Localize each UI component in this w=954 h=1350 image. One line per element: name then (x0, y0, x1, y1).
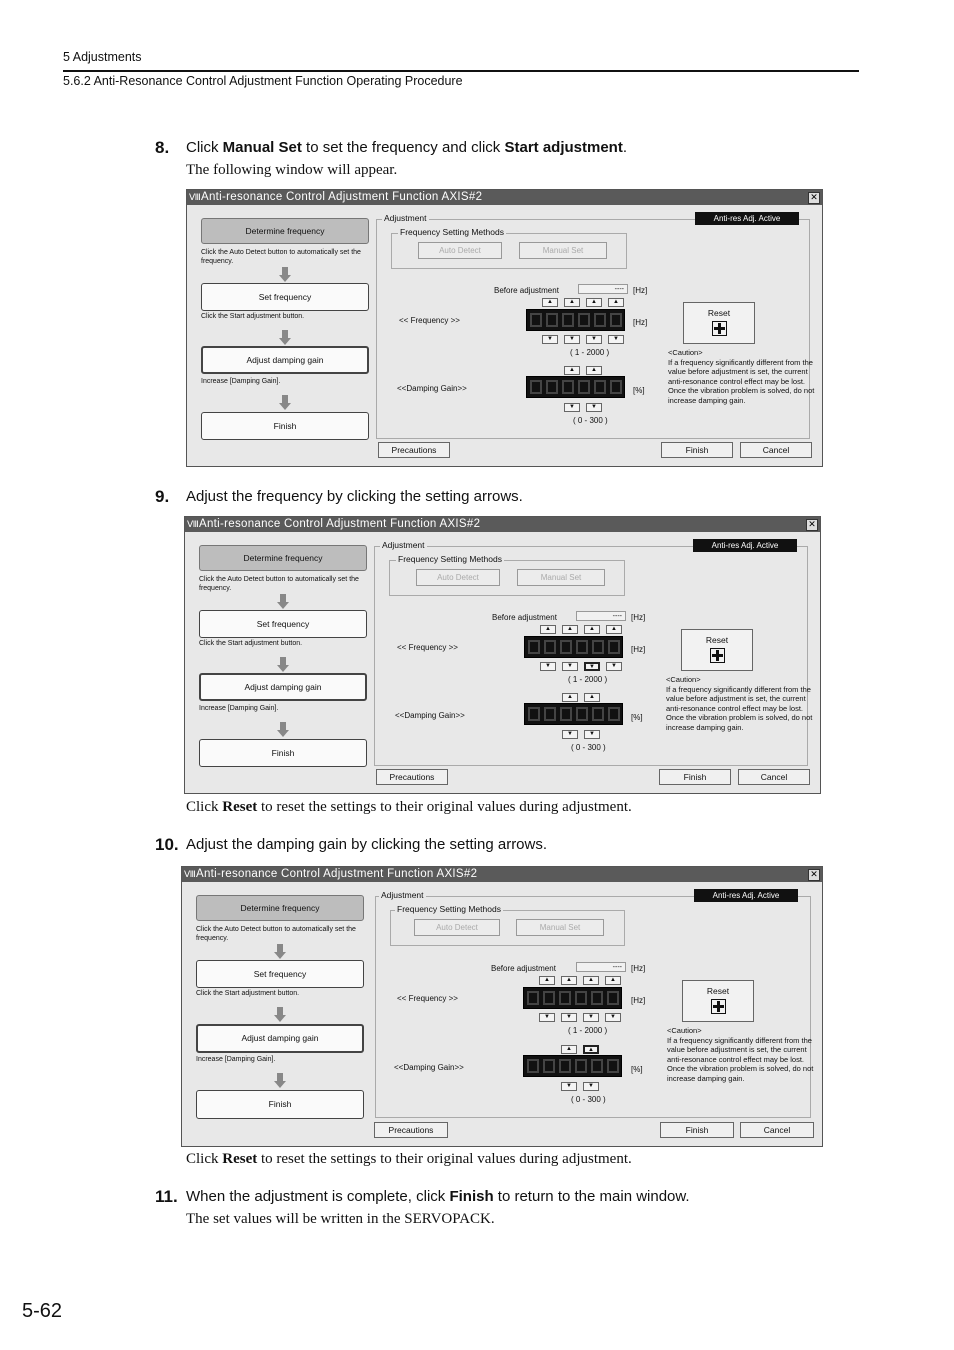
freq-up-arrow-4[interactable]: ▲ (605, 976, 621, 985)
finish-box: Finish (196, 1090, 364, 1119)
anti-res-active-badge: Anti-res Adj. Active (694, 889, 798, 902)
step-8-number: 8. (155, 138, 170, 157)
freq-down-arrow-1[interactable]: ▼ (540, 662, 556, 671)
damping-gain-label: <<Damping Gain>> (397, 384, 467, 393)
determine-frequency-note: Click the Auto Detect button to automatically set the frequency. (196, 926, 356, 942)
flow-arrow-down-icon (274, 944, 286, 959)
section-header: 5.6.2 Anti-Resonance Control Adjustment Function Operating Procedure (63, 74, 463, 88)
frequency-display (523, 987, 622, 1009)
freq-down-arrow-4[interactable]: ▼ (605, 1013, 621, 1022)
damping-gain-label: <<Damping Gain>> (394, 1063, 464, 1072)
gain-down-arrow-1[interactable]: ▼ (561, 1082, 577, 1091)
auto-detect-button[interactable]: Auto Detect (416, 569, 500, 586)
close-icon[interactable]: ✕ (808, 869, 820, 881)
reset-button[interactable] (681, 629, 753, 671)
freq-down-arrow-4[interactable]: ▼ (608, 335, 624, 344)
auto-detect-button[interactable]: Auto Detect (418, 242, 502, 259)
determine-frequency-note: Click the Auto Detect button to automatically set the frequency. (201, 249, 361, 265)
freq-up-arrow-3[interactable]: ▲ (584, 625, 600, 634)
plus-icon (710, 648, 725, 663)
dialog-screenshot-3 (181, 866, 823, 1147)
reset-label: Reset (706, 986, 730, 996)
adjust-damping-gain-box: Adjust damping gain (196, 1024, 364, 1053)
plus-icon (711, 999, 726, 1014)
chapter-header: 5 Adjustments (63, 50, 142, 64)
gain-up-arrow-1[interactable]: ▲ (564, 366, 580, 375)
freq-down-arrow-2[interactable]: ▼ (564, 335, 580, 344)
flow-arrow-down-icon (279, 267, 291, 282)
freq-down-arrow-2[interactable]: ▼ (561, 1013, 577, 1022)
adjust-damping-gain-note: Increase [Damping Gain]. (201, 378, 281, 385)
gain-down-arrow-2[interactable]: ▼ (584, 730, 600, 739)
step-10-number: 10. (155, 835, 179, 854)
step-10-text: Adjust the damping gain by clicking the setting arrows. (186, 836, 548, 853)
freq-down-arrow-1[interactable]: ▼ (539, 1013, 555, 1022)
caution-text: <Caution> If a frequency significantly different from the value before adjustment is set, the current anti-resonance control effect may be lost. Once the vibration problem is solved, do not increase damping gain. (668, 348, 815, 405)
frequency-display (524, 636, 623, 658)
unit-hz: [Hz] (633, 286, 648, 295)
flow-arrow-down-icon (277, 594, 289, 609)
damping-gain-range: ( 0 - 300 ) (571, 1095, 606, 1104)
set-frequency-note: Click the Start adjustment button. (201, 313, 305, 320)
freq-down-arrow-3[interactable]: ▼ (583, 1013, 599, 1022)
caution-text: <Caution> If a frequency significantly different from the value before adjustment is set, the current anti-resonance control effect may be lost. Once the vibration problem is solved, do not increase damping gain. (667, 1026, 814, 1083)
finish-button[interactable]: Finish (660, 1122, 734, 1138)
app-logo-icon: Ⅷ (184, 869, 197, 879)
gain-down-arrow-1[interactable]: ▼ (564, 403, 580, 412)
frequency-range: ( 1 - 2000 ) (568, 675, 608, 684)
before-adjustment-label: Before adjustment (491, 964, 556, 973)
frequency-range: ( 1 - 2000 ) (568, 1026, 608, 1035)
freq-up-arrow-3[interactable]: ▲ (586, 298, 602, 307)
step-8-subtext: The following window will appear. (186, 162, 398, 178)
page-number: 5-62 (22, 1300, 63, 1322)
step-8-text: Click Manual Set to set the frequency and click Start adjustment. (186, 139, 628, 156)
frequency-range: ( 1 - 2000 ) (570, 348, 610, 357)
gain-up-arrow-1[interactable]: ▲ (562, 693, 578, 702)
gain-down-arrow-2[interactable]: ▼ (586, 403, 602, 412)
finish-button[interactable]: Finish (659, 769, 731, 785)
dialog-title-bar (187, 190, 822, 205)
damping-gain-display (523, 1055, 622, 1077)
before-adjustment-label: Before adjustment (492, 613, 557, 622)
unit-percent: [%] (631, 713, 643, 722)
determine-frequency-box: Determine frequency (201, 218, 369, 244)
before-adjustment-value: ---- (576, 611, 626, 621)
dialog-title-bar (185, 517, 820, 532)
auto-detect-button[interactable]: Auto Detect (414, 919, 500, 936)
close-icon[interactable]: ✕ (808, 192, 820, 204)
freq-up-arrow-3[interactable]: ▲ (583, 976, 599, 985)
plus-icon (712, 321, 727, 336)
close-icon[interactable]: ✕ (806, 519, 818, 531)
before-adjustment-value: ---- (578, 284, 628, 294)
adjustment-label: Adjustment (382, 540, 425, 550)
before-adjustment-value: ---- (576, 962, 626, 972)
anti-res-active-badge: Anti-res Adj. Active (695, 212, 799, 225)
flow-arrow-down-icon (274, 1007, 286, 1022)
unit-hz: [Hz] (631, 964, 646, 973)
step-11-text: When the adjustment is complete, click Finish to return to the main window. (186, 1188, 690, 1205)
unit-hz: [Hz] (633, 318, 648, 327)
step-9-note: Click Reset to reset the settings to their original values during adjustment. (186, 799, 632, 815)
determine-frequency-box: Determine frequency (199, 545, 367, 571)
freq-down-arrow-3[interactable]: ▼ (586, 335, 602, 344)
freq-up-arrow-2[interactable]: ▲ (562, 625, 578, 634)
cancel-button[interactable]: Cancel (740, 1122, 814, 1138)
flow-arrow-down-icon (279, 330, 291, 345)
cancel-button[interactable]: Cancel (738, 769, 810, 785)
app-logo-icon: Ⅷ (189, 192, 202, 202)
adjustment-label: Adjustment (381, 890, 424, 900)
manual-set-button[interactable]: Manual Set (517, 569, 605, 586)
dialog-title: Anti-resonance Control Adjustment Function AXIS#2 (196, 868, 478, 880)
frequency-methods-label: Frequency Setting Methods (397, 904, 501, 914)
reset-label: Reset (705, 635, 729, 645)
reset-label: Reset (707, 308, 731, 318)
precautions-button[interactable]: Precautions (376, 769, 448, 785)
freq-up-arrow-4[interactable]: ▲ (608, 298, 624, 307)
determine-frequency-box: Determine frequency (196, 895, 364, 921)
step-9-text: Adjust the frequency by clicking the setting arrows. (186, 488, 523, 505)
set-frequency-note: Click the Start adjustment button. (196, 990, 300, 997)
manual-set-button[interactable]: Manual Set (516, 919, 604, 936)
freq-down-arrow-1[interactable]: ▼ (542, 335, 558, 344)
gain-down-arrow-2[interactable]: ▼ (583, 1082, 599, 1091)
caution-text: <Caution> If a frequency significantly different from the value before adjustment is set, the current anti-resonance control effect may be lost. Once the vibration problem is solved, do not increase damping gain. (666, 675, 813, 732)
manual-set-button[interactable]: Manual Set (519, 242, 607, 259)
freq-up-arrow-2[interactable]: ▲ (564, 298, 580, 307)
frequency-display (526, 309, 625, 331)
adjust-damping-gain-box: Adjust damping gain (199, 673, 367, 701)
set-frequency-note: Click the Start adjustment button. (199, 640, 303, 647)
set-frequency-box: Set frequency (196, 960, 364, 988)
cancel-button[interactable]: Cancel (740, 442, 812, 458)
damping-gain-range: ( 0 - 300 ) (571, 743, 606, 752)
header-rule (63, 70, 859, 72)
precautions-button[interactable]: Precautions (378, 442, 450, 458)
freq-down-arrow-2[interactable]: ▼ (562, 662, 578, 671)
damping-gain-range: ( 0 - 300 ) (573, 416, 608, 425)
gain-down-arrow-1[interactable]: ▼ (562, 730, 578, 739)
gain-up-arrow-2[interactable]: ▲ (586, 366, 602, 375)
freq-down-arrow-4[interactable]: ▼ (606, 662, 622, 671)
adjustment-label: Adjustment (384, 213, 427, 223)
unit-hz: [Hz] (631, 645, 646, 654)
finish-box: Finish (201, 412, 369, 440)
dialog-screenshot-2 (184, 516, 821, 794)
reset-button[interactable] (682, 980, 754, 1022)
freq-up-arrow-1[interactable]: ▲ (542, 298, 558, 307)
frequency-label: << Frequency >> (397, 994, 458, 1003)
frequency-methods-label: Frequency Setting Methods (400, 227, 504, 237)
app-logo-icon: Ⅷ (187, 519, 200, 529)
unit-hz: [Hz] (631, 996, 646, 1005)
freq-up-arrow-1[interactable]: ▲ (540, 625, 556, 634)
frequency-methods-label: Frequency Setting Methods (398, 554, 502, 564)
damping-gain-display (526, 376, 625, 398)
step-11-subtext: The set values will be written in the SERVOPACK. (186, 1211, 495, 1227)
adjust-damping-gain-note: Increase [Damping Gain]. (199, 705, 279, 712)
flow-arrow-down-icon (274, 1073, 286, 1088)
dialog-screenshot-1 (186, 189, 823, 467)
reset-button[interactable] (683, 302, 755, 344)
adjust-damping-gain-box: Adjust damping gain (201, 346, 369, 374)
dialog-title: Anti-resonance Control Adjustment Function AXIS#2 (199, 518, 481, 530)
flow-arrow-down-icon (277, 657, 289, 672)
damping-gain-label: <<Damping Gain>> (395, 711, 465, 720)
anti-res-active-badge: Anti-res Adj. Active (693, 539, 797, 552)
frequency-label: << Frequency >> (397, 643, 458, 652)
adjust-damping-gain-note: Increase [Damping Gain]. (196, 1056, 276, 1063)
step-10-note: Click Reset to reset the settings to their original values during adjustment. (186, 1151, 632, 1167)
set-frequency-box: Set frequency (199, 610, 367, 638)
unit-percent: [%] (633, 386, 645, 395)
dialog-title: Anti-resonance Control Adjustment Function AXIS#2 (201, 191, 483, 203)
unit-percent: [%] (631, 1065, 643, 1074)
flow-arrow-down-icon (279, 395, 291, 410)
precautions-button[interactable]: Precautions (374, 1122, 448, 1138)
determine-frequency-note: Click the Auto Detect button to automatically set the frequency. (199, 576, 359, 592)
freq-up-arrow-2[interactable]: ▲ (561, 976, 577, 985)
unit-hz: [Hz] (631, 613, 646, 622)
gain-up-arrow-2[interactable]: ▲ (584, 693, 600, 702)
damping-gain-display (524, 703, 623, 725)
gain-up-arrow-2-selected[interactable]: ▲ (583, 1045, 599, 1054)
set-frequency-box: Set frequency (201, 283, 369, 311)
step-11-number: 11. (155, 1187, 178, 1206)
dialog-title-bar (182, 867, 822, 882)
flow-arrow-down-icon (277, 722, 289, 737)
freq-up-arrow-1[interactable]: ▲ (539, 976, 555, 985)
freq-up-arrow-4[interactable]: ▲ (606, 625, 622, 634)
before-adjustment-label: Before adjustment (494, 286, 559, 295)
frequency-label: << Frequency >> (399, 316, 460, 325)
finish-box: Finish (199, 739, 367, 767)
freq-down-arrow-3-selected[interactable]: ▼ (584, 662, 600, 671)
finish-button[interactable]: Finish (661, 442, 733, 458)
step-9-number: 9. (155, 487, 170, 506)
gain-up-arrow-1[interactable]: ▲ (561, 1045, 577, 1054)
